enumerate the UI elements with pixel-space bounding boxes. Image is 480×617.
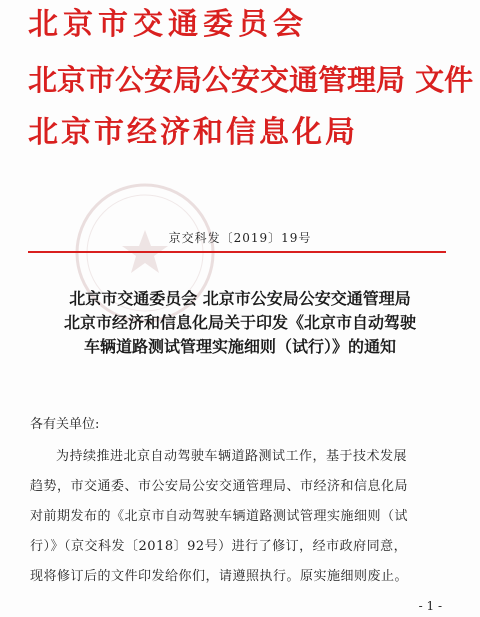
title-line: 北京市经济和信息化局关于印发《北京市自动驾驶 [63, 313, 416, 332]
body-line: 现将修订后的文件印发给你们，请遵照执行。原实施细则废止。 [30, 569, 409, 584]
red-divider-line [28, 251, 446, 253]
document-number: 京交科发〔2019〕19号 [168, 231, 312, 245]
issuer-line-2: 北京市公安局公安交通管理局 文件 [28, 63, 474, 97]
title-line: 车辆道路测试管理实施细则（试行）》的通知 [83, 337, 396, 356]
body-line: 对前期发布的《北京市自动驾驶车辆道路测试管理实施细则（试 [30, 509, 409, 524]
document-title [0, 287, 480, 359]
body-line: 为持续推进北京自动驾驶车辆道路测试工作，基于技术发展 [56, 449, 408, 464]
salutation: 各有关单位: [30, 417, 100, 432]
issuer-line-1: 北京市交通委员会 [28, 7, 308, 42]
body-paragraph [30, 442, 450, 592]
title-line: 北京市交通委员会 北京市公安局公安交通管理局 [69, 289, 411, 308]
issuer-line-3: 北京市经济和信息化局 [28, 115, 358, 150]
body-line: 趋势，市交通委、市公安局公安交通管理局、市经济和信息化局 [30, 479, 409, 494]
body-line: 行）》（京交科发〔2018〕92号）进行了修订，经市政府同意， [30, 539, 408, 554]
page-number: - 1 - [418, 599, 442, 613]
